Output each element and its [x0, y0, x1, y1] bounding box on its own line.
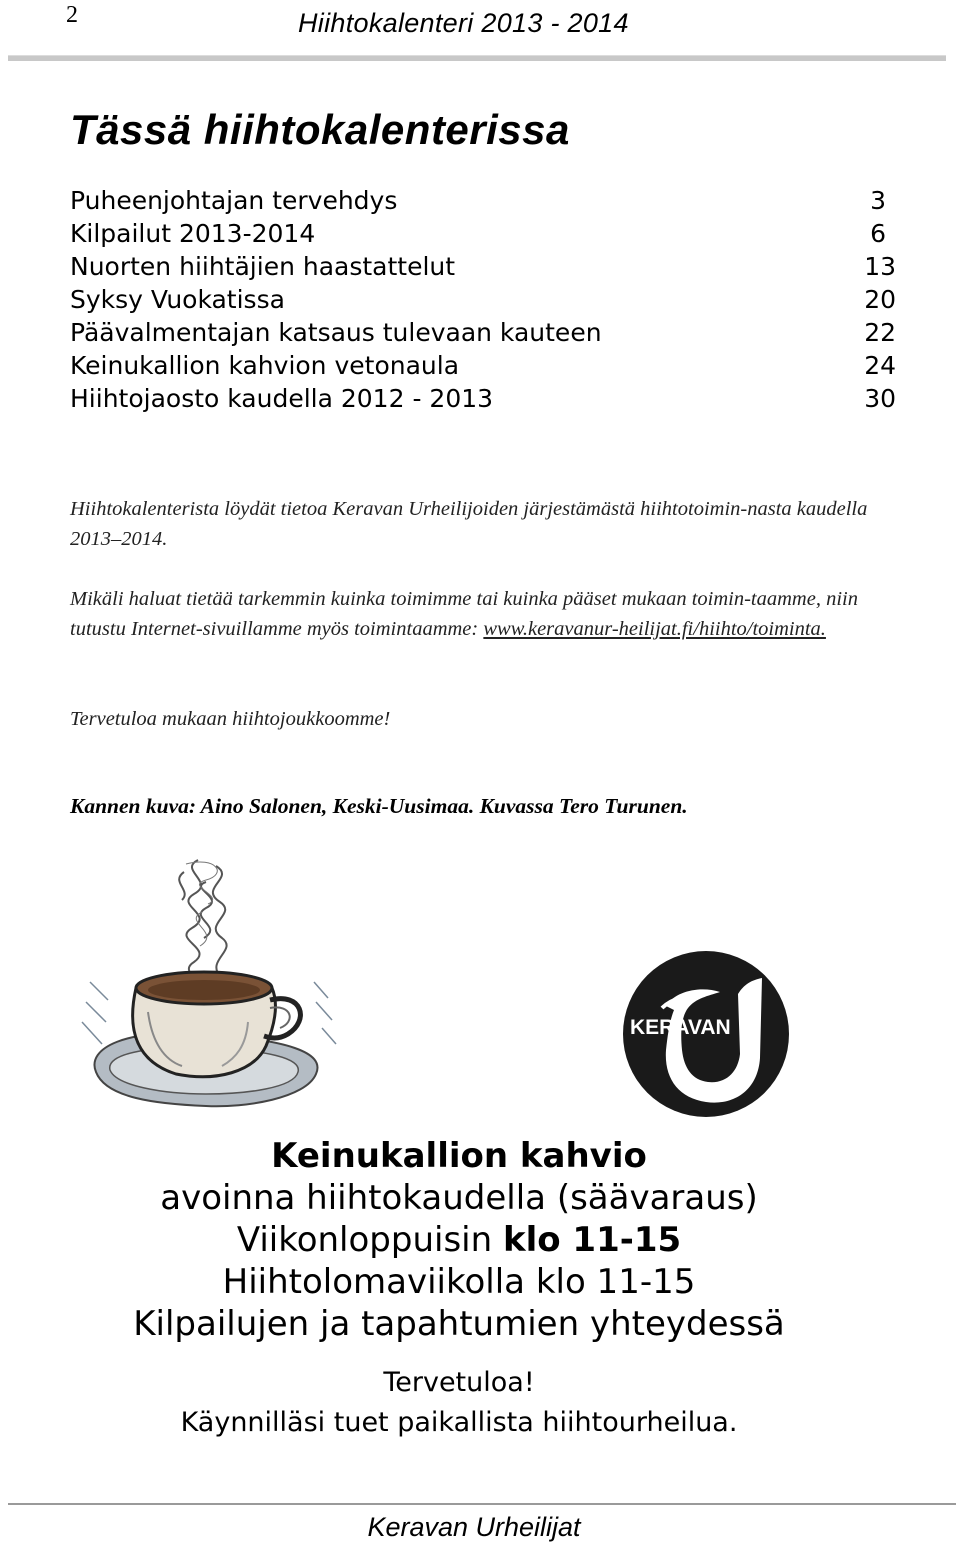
page-number: 2 [66, 2, 78, 28]
toc-item-page: 30 [864, 384, 896, 413]
toc-item [70, 217, 896, 250]
cafe-welcome: Tervetuloa! [383, 1367, 535, 1398]
toc-item [70, 250, 896, 283]
website-paragraph [70, 584, 900, 644]
toc-item [70, 283, 896, 316]
toc-item-page: 3 [870, 186, 886, 215]
toc-item-label: Päävalmentajan katsaus tulevaan kauteen [70, 318, 602, 347]
toc-item [70, 316, 896, 349]
toc-item-label: Puheenjohtajan tervehdys [70, 186, 398, 215]
toc-item-page: 22 [864, 318, 896, 347]
page-title: Tässä hiihtokalenterissa [70, 106, 570, 153]
website-paragraph-text: Mikäli haluat tietää tarkemmin kuinka toimimme tai kuinka pääset mukaan toimin-taamme, niin tutustu Internet-sivuillamme myös toimintaamme: [70, 588, 858, 640]
toc-item-label: Hiihtojaosto kaudella 2012 - 2013 [70, 384, 494, 413]
toc-item-page: 13 [864, 252, 896, 281]
logo-text: KERAVAN [630, 1016, 731, 1039]
cafe-events-line: Kilpailujen ja tapahtumien yhteydessä [133, 1304, 785, 1344]
toc-item-label: Kilpailut 2013-2014 [70, 219, 316, 248]
toc-item-page: 24 [864, 351, 896, 380]
welcome-paragraph: Tervetuloa mukaan hiihtojoukkoomme! [70, 708, 391, 730]
cafe-weekend-hours [0, 1219, 918, 1261]
cafe-holiday-hours: Hiihtolomaviikolla klo 11-15 [222, 1262, 696, 1302]
footer-text: Keravan Urheilijat [367, 1512, 581, 1542]
toc-item-label: Keinukallion kahvion vetonaula [70, 351, 460, 380]
cafe-hours-line: avoinna hiihtokaudella (säävaraus) [160, 1178, 758, 1218]
cafe-announcement [0, 1135, 918, 1443]
website-link[interactable]: www.keravanur-heilijat.fi/hiihto/toiminta. [483, 618, 826, 640]
toc-item-page: 6 [870, 219, 886, 248]
toc-item-page: 20 [864, 285, 896, 314]
header-title: Hiihtokalenteri 2013 - 2014 [298, 8, 629, 38]
coffee-cup-illustration [66, 852, 346, 1132]
toc-item-label: Syksy Vuokatissa [70, 285, 285, 314]
footer-divider [8, 1503, 956, 1505]
toc-item [70, 349, 896, 382]
weekend-hours: klo 11-15 [502, 1220, 682, 1260]
cafe-title: Keinukallion kahvio [271, 1136, 647, 1176]
cafe-support-text: Käynnilläsi tuet paikallista hiihtourheilua. [180, 1407, 738, 1438]
keravan-urheilijat-logo [622, 950, 790, 1118]
cover-credit: Kannen kuva: Aino Salonen, Keski-Uusimaa. Kuvassa Tero Turunen. [70, 794, 688, 818]
intro-paragraph: Hiihtokalenterista löydät tietoa Keravan Urheilijoiden järjestämästä hiihtotoimin-nasta kaudella 2013–2014. [70, 498, 868, 550]
toc-item [70, 184, 896, 217]
header-divider [8, 55, 946, 61]
weekend-label: Viikonloppuisin [236, 1220, 503, 1260]
toc-item [70, 382, 896, 415]
toc-item-label: Nuorten hiihtäjien haastattelut [70, 252, 456, 281]
table-of-contents [70, 184, 896, 415]
